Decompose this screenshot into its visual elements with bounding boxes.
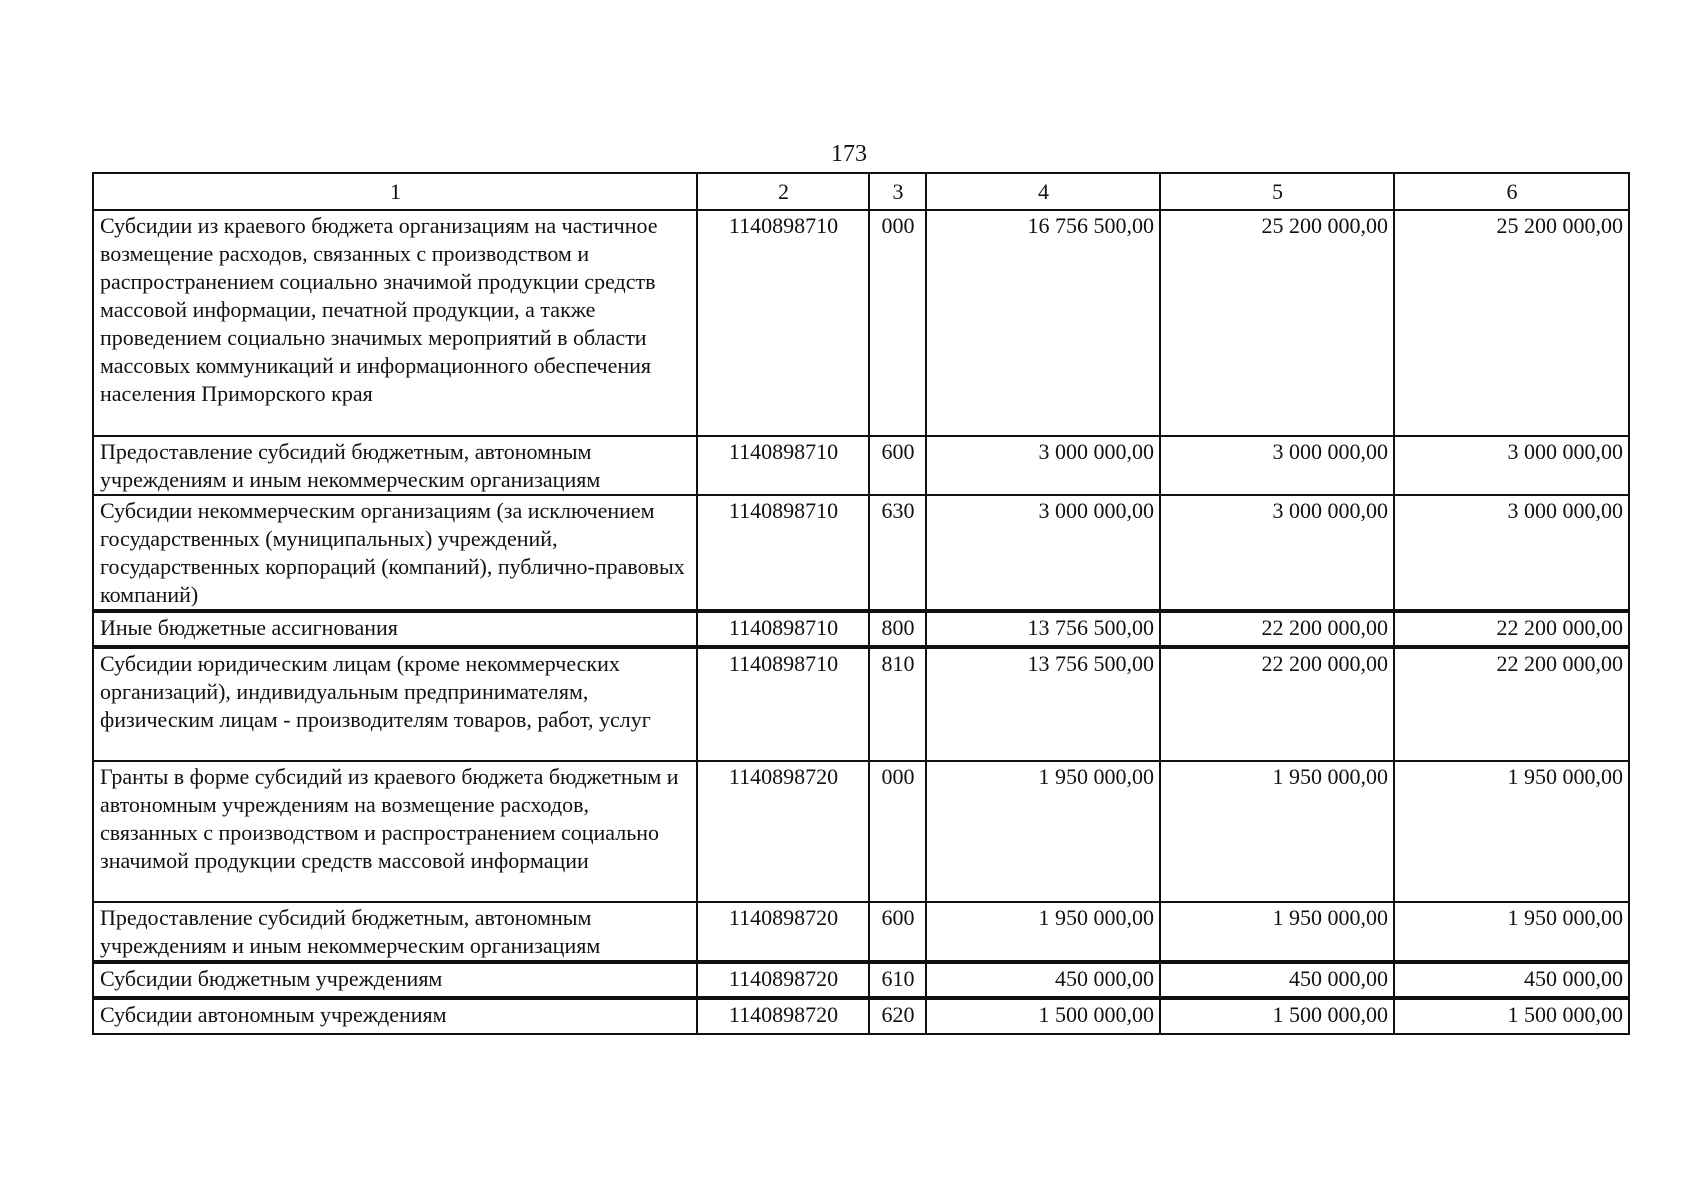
row-type: 000 <box>869 210 926 436</box>
row-code: 1140898720 <box>697 998 869 1034</box>
column-header: 5 <box>1160 173 1394 210</box>
row-amount: 1 950 000,00 <box>1160 902 1394 962</box>
row-amount: 450 000,00 <box>926 962 1160 998</box>
page-number: 173 <box>831 141 867 167</box>
row-amount: 1 500 000,00 <box>1394 998 1629 1034</box>
column-header: 1 <box>93 173 697 210</box>
row-code: 1140898710 <box>697 611 869 647</box>
table-row <box>93 761 1629 902</box>
row-amount: 25 200 000,00 <box>1394 210 1629 436</box>
row-type: 620 <box>869 998 926 1034</box>
row-amount: 450 000,00 <box>1394 962 1629 998</box>
table-row <box>93 611 1629 647</box>
table-row <box>93 647 1629 761</box>
column-header: 6 <box>1394 173 1629 210</box>
row-amount: 1 950 000,00 <box>926 761 1160 902</box>
row-name: Субсидии юридическим лицам (кроме некоммерческих организаций), индивидуальным предпринимателям, физическим лицам - производителям товаров, работ, услуг <box>93 647 697 761</box>
row-type: 800 <box>869 611 926 647</box>
row-name: Субсидии некоммерческим организациям (за исключением государственных (муниципальных) учреждений, государственных корпораций (компаний), публично-правовых компаний) <box>93 495 697 611</box>
row-amount: 3 000 000,00 <box>926 495 1160 611</box>
column-header: 4 <box>926 173 1160 210</box>
table-row <box>93 962 1629 998</box>
row-code: 1140898710 <box>697 647 869 761</box>
row-amount: 1 500 000,00 <box>926 998 1160 1034</box>
row-name: Гранты в форме субсидий из краевого бюджета бюджетным и автономным учреждениям на возмещение расходов, связанных с производством и распространением социально значимой продукции средств массовой информации <box>93 761 697 902</box>
row-amount: 13 756 500,00 <box>926 611 1160 647</box>
row-code: 1140898710 <box>697 210 869 436</box>
row-amount: 22 200 000,00 <box>1160 647 1394 761</box>
row-code: 1140898720 <box>697 902 869 962</box>
budget-table <box>92 172 1630 1035</box>
row-type: 600 <box>869 902 926 962</box>
row-code: 1140898720 <box>697 761 869 902</box>
table-row <box>93 902 1629 962</box>
row-name: Иные бюджетные ассигнования <box>93 611 697 647</box>
row-name: Субсидии автономным учреждениям <box>93 998 697 1034</box>
row-code: 1140898710 <box>697 495 869 611</box>
row-name: Субсидии из краевого бюджета организациям на частичное возмещение расходов, связанных с производством и распространением социально значимой продукции средств массовой информации, печатной продукции, а также проведением социально значимых мероприятий в области массовых коммуникаций и информационного обеспечения населения Приморского края <box>93 210 697 436</box>
column-header: 2 <box>697 173 869 210</box>
row-name: Субсидии бюджетным учреждениям <box>93 962 697 998</box>
row-amount: 1 950 000,00 <box>1394 902 1629 962</box>
row-name: Предоставление субсидий бюджетным, автономным учреждениям и иным некоммерческим организациям <box>93 902 697 962</box>
table-row <box>93 436 1629 495</box>
row-amount: 3 000 000,00 <box>1160 495 1394 611</box>
row-code: 1140898720 <box>697 962 869 998</box>
table-row <box>93 495 1629 611</box>
row-amount: 1 950 000,00 <box>1160 761 1394 902</box>
row-amount: 22 200 000,00 <box>1394 647 1629 761</box>
row-amount: 1 500 000,00 <box>1160 998 1394 1034</box>
row-type: 000 <box>869 761 926 902</box>
row-code: 1140898710 <box>697 436 869 495</box>
header-row <box>93 173 1629 210</box>
table-row <box>93 210 1629 436</box>
row-amount: 22 200 000,00 <box>1160 611 1394 647</box>
row-amount: 3 000 000,00 <box>926 436 1160 495</box>
row-type: 610 <box>869 962 926 998</box>
row-type: 600 <box>869 436 926 495</box>
row-amount: 3 000 000,00 <box>1394 495 1629 611</box>
row-amount: 1 950 000,00 <box>926 902 1160 962</box>
row-type: 630 <box>869 495 926 611</box>
row-type: 810 <box>869 647 926 761</box>
row-amount: 16 756 500,00 <box>926 210 1160 436</box>
row-amount: 1 950 000,00 <box>1394 761 1629 902</box>
column-header: 3 <box>869 173 926 210</box>
row-amount: 450 000,00 <box>1160 962 1394 998</box>
table-row <box>93 998 1629 1034</box>
row-amount: 3 000 000,00 <box>1160 436 1394 495</box>
row-amount: 22 200 000,00 <box>1394 611 1629 647</box>
row-amount: 25 200 000,00 <box>1160 210 1394 436</box>
row-amount: 13 756 500,00 <box>926 647 1160 761</box>
row-name: Предоставление субсидий бюджетным, автономным учреждениям и иным некоммерческим организациям <box>93 436 697 495</box>
row-amount: 3 000 000,00 <box>1394 436 1629 495</box>
